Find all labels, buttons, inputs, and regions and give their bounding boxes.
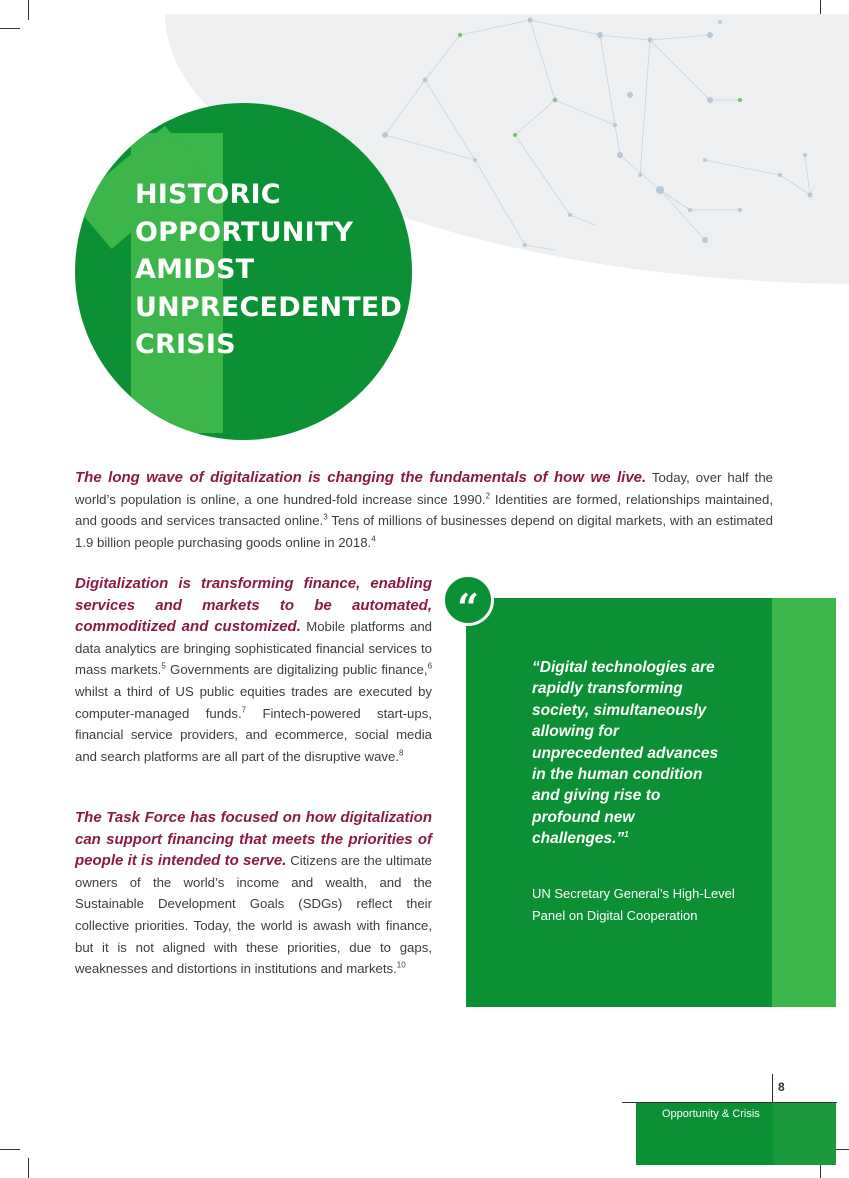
section2-lead: The Task Force has focused on how digitalization can support financing that meets the priorities of people it is intended to serve.	[75, 809, 432, 870]
title-line: OPPORTUNITY	[135, 216, 354, 248]
intro-text: Today, over half the world’s population is online, a one hundred-fold increase since 1990.	[75, 470, 773, 507]
chapter-title	[135, 176, 402, 364]
quote-attribution: UN Secretary General’s High-Level Panel on Digital Cooperation	[532, 886, 735, 923]
footnote-ref: 5	[161, 661, 166, 671]
footnote-ref: 2	[485, 491, 491, 501]
footnote-ref: 4	[371, 534, 376, 544]
crop-mark	[0, 1149, 20, 1150]
section1-text: Mobile platforms and data analytics are bringing sophisticated financial services to mass markets.	[75, 619, 432, 678]
footnote-ref: 10	[396, 960, 406, 970]
footnote-ref: 1	[624, 830, 629, 840]
page-number-divider	[772, 1074, 773, 1102]
intro-text: Identities are formed, relationships maintained, and goods and services transacted online.	[75, 491, 773, 529]
footer-section-label: Opportunity & Crisis	[662, 1108, 760, 1120]
section2-text: Citizens are the ultimate owners of the world’s income and wealth, and the Sustainable Development Goals (SDGs) reflect their collective priorities. Today, the world is awash with finance, but it is not aligned with these priorities, due to gaps, weaknesses and distortions in institutions and markets.	[75, 853, 432, 977]
digitalization-paragraph	[75, 573, 432, 767]
footnote-ref: 3	[323, 512, 328, 522]
section1-text: whilst a third of US public equities trades are executed by computer-managed funds.	[75, 683, 432, 721]
footnote-ref: 8	[399, 748, 404, 758]
pull-quote-text: “Digital technologies are rapidly transforming society, simultaneously allowing for unprecedented advances in the human condition and giving rise to profound new challenges.”	[532, 659, 719, 848]
intro-lead: The long wave of digitalization is changing the fundamentals of how we live.	[75, 469, 647, 486]
footer-accent-strip	[773, 1103, 836, 1165]
title-line: HISTORIC	[135, 179, 281, 210]
intro-paragraph	[75, 467, 773, 553]
page-number: 8	[778, 1080, 785, 1094]
quote-icon: “	[442, 574, 494, 626]
section1-text: Fintech-powered start-ups, financial service providers, and ecommerce, social media and search platforms are all part of the disruptive wave.	[75, 705, 432, 764]
crop-mark	[28, 1158, 29, 1178]
title-line: AMIDST	[135, 254, 255, 285]
title-line: CRISIS	[135, 329, 236, 360]
footnote-ref: 7	[241, 705, 247, 715]
task-force-paragraph	[75, 807, 432, 980]
quote-accent-strip	[772, 598, 836, 1007]
intro-text: Tens of millions of businesses depend on digital markets, with an estimated 1.9 billion people purchasing goods online in 2018.	[75, 513, 773, 550]
footnote-ref: 6	[427, 661, 433, 671]
section1-lead: Digitalization is transforming finance, enabling services and markets to be automated, commoditized and customized.	[75, 575, 432, 636]
section1-text: Governments are digitalizing public finance,	[165, 662, 428, 678]
title-line: UNPRECEDENTED	[135, 291, 403, 323]
pull-quote	[532, 657, 732, 850]
